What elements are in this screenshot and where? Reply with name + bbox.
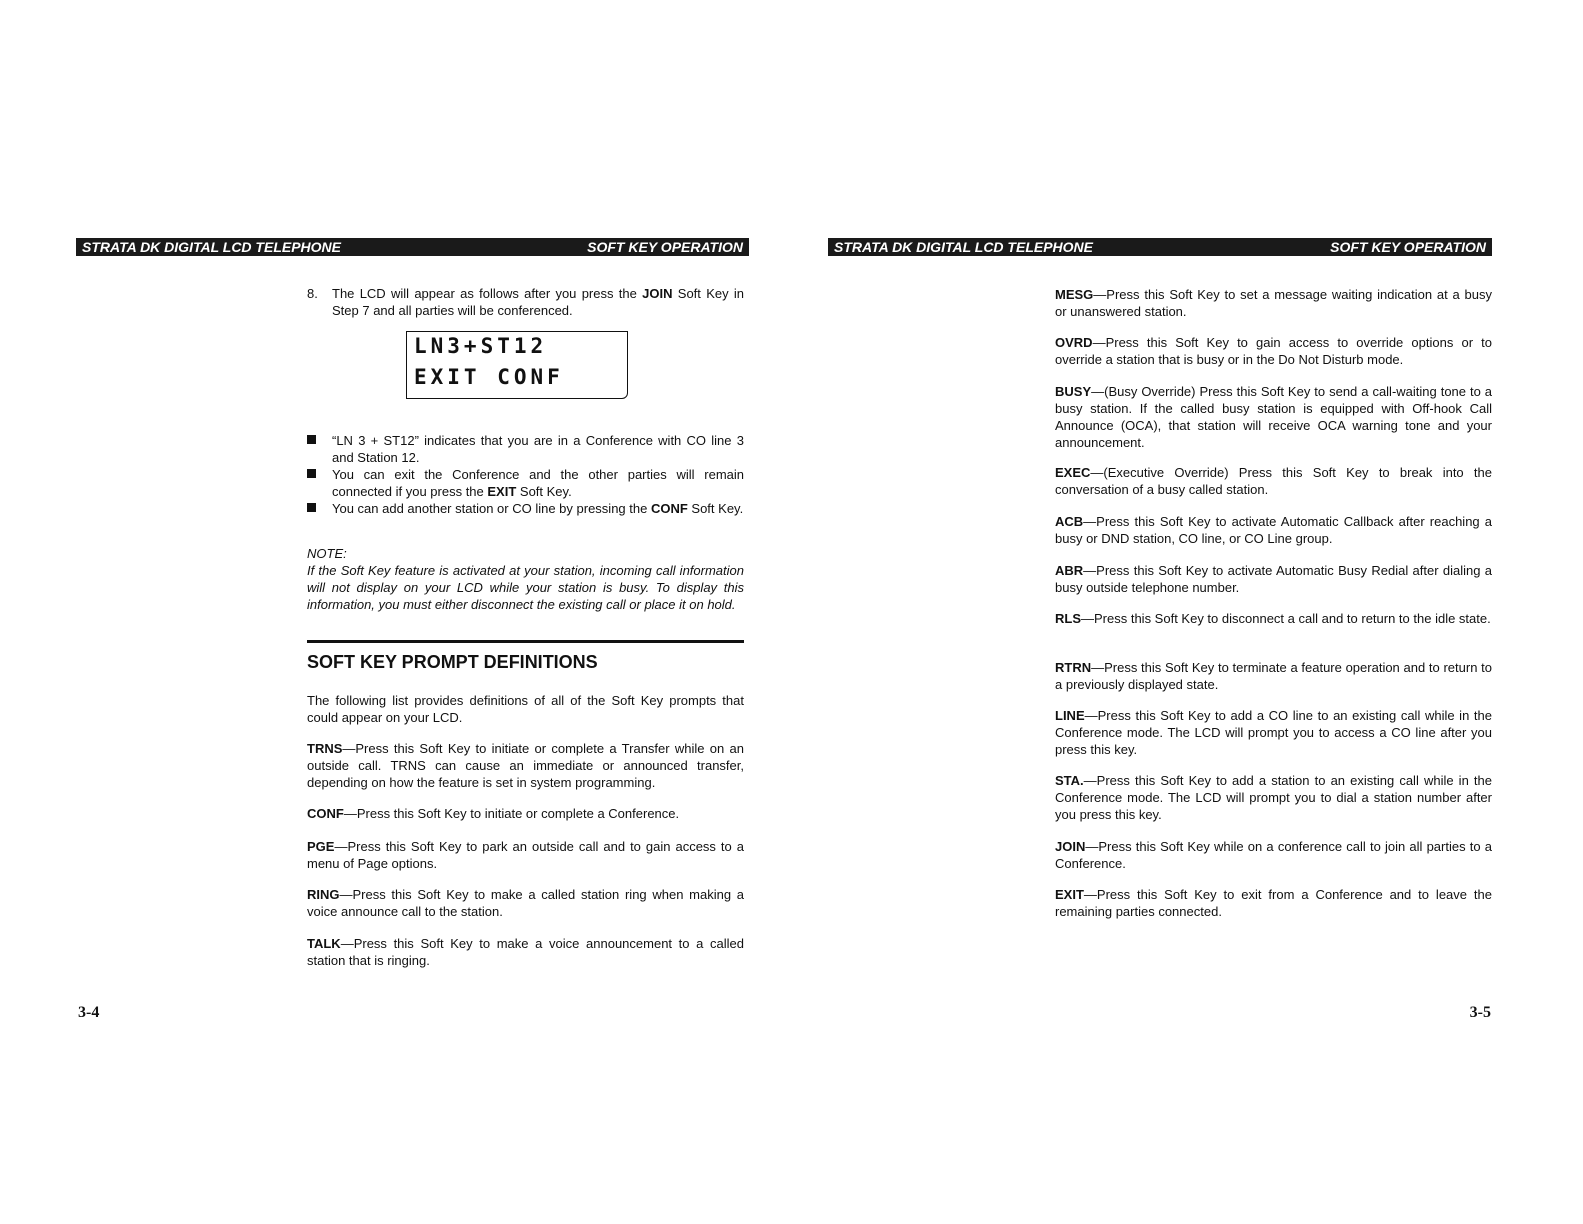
definition-abr: ABR—Press this Soft Key to activate Automatic Busy Redial after dialing a busy outside telephone number. [1055,563,1492,595]
section-divider [307,640,744,643]
page-number: 3-5 [1469,1004,1491,1021]
square-bullet-icon [307,435,316,444]
header-section: SOFT KEY OPERATION [587,239,743,255]
definition-rls: RLS—Press this Soft Key to disconnect a call and to return to the idle state. [1055,611,1491,626]
lcd-display [406,331,628,399]
definition-talk: TALK—Press this Soft Key to make a voice announcement to a called station that is ringing. [307,936,744,968]
definition-ovrd: OVRD—Press this Soft Key to gain access to override options or to override a station that is busy or in the Do Not Disturb mode. [1055,335,1492,367]
bullet-list [307,432,744,517]
running-header [76,238,749,256]
step-8 [307,285,744,319]
running-header [828,238,1492,256]
note-text: If the Soft Key feature is activated at your station, incoming call information will not display on your LCD while your station is busy. To display this information, you must either disconnect the existing call or place it on hold. [307,563,744,612]
definition-mesg: MESG—Press this Soft Key to set a message waiting indication at a busy or unanswered station. [1055,287,1492,319]
lcd-line-2: EXIT CONF [414,365,564,389]
definition-exec: EXEC—(Executive Override) Press this Soft Key to break into the conversation of a busy called station. [1055,465,1492,497]
list-item: You can add another station or CO line by pressing the CONF Soft Key. [307,500,744,517]
lcd-line-1: LN3+ST12 [414,334,548,358]
definition-busy: BUSY—(Busy Override) Press this Soft Key to send a call-waiting tone to a busy station. If the called busy station is equipped with Off-hook Call Announce (OCA), that station will receive OCA warning tone and your announcement. [1055,384,1492,450]
square-bullet-icon [307,469,316,478]
left-page [0,0,790,1224]
header-title: STRATA DK DIGITAL LCD TELEPHONE [834,239,1093,255]
definition-line: LINE—Press this Soft Key to add a CO line to an existing call while in the Conference mode. The LCD will prompt you to access a CO line after you press this key. [1055,708,1492,757]
list-item: You can exit the Conference and the other parties will remain connected if you press the EXIT Soft Key. [307,466,744,500]
definition-conf: CONF—Press this Soft Key to initiate or complete a Conference. [307,806,680,821]
list-item: “LN 3 + ST12” indicates that you are in a Conference with CO line 3 and Station 12. [307,432,744,466]
section-title: SOFT KEY PROMPT DEFINITIONS [307,652,598,672]
step-text: The LCD will appear as follows after you press the JOIN Soft Key in Step 7 and all parties will be conferenced. [332,286,744,318]
step-number: 8. [307,286,318,301]
section-intro: The following list provides definitions of all of the Soft Key prompts that could appear on your LCD. [307,693,744,725]
note-label: NOTE: [307,546,347,561]
definition-sta: STA.—Press this Soft Key to add a station to an existing call while in the Conference mode. The LCD will prompt you to dial a station number after you press this key. [1055,773,1492,822]
page-number: 3-4 [78,1004,100,1021]
header-section: SOFT KEY OPERATION [1330,239,1486,255]
definition-join: JOIN—Press this Soft Key while on a conference call to join all parties to a Conference. [1055,839,1492,871]
definition-exit: EXIT—Press this Soft Key to exit from a Conference and to leave the remaining parties connected. [1055,887,1492,919]
definition-trns: TRNS—Press this Soft Key to initiate or complete a Transfer while on an outside call. TRNS can cause an immediate or announced transfer, depending on how the feature is set in system programming. [307,741,744,790]
definition-rtrn: RTRN—Press this Soft Key to terminate a feature operation and to return to a previously displayed state. [1055,660,1492,692]
definition-ring: RING—Press this Soft Key to make a called station ring when making a voice announce call to the station. [307,887,744,919]
right-page [790,0,1583,1224]
definition-acb: ACB—Press this Soft Key to activate Automatic Callback after reaching a busy or DND station, CO line, or CO Line group. [1055,514,1492,546]
header-title: STRATA DK DIGITAL LCD TELEPHONE [82,239,341,255]
square-bullet-icon [307,503,316,512]
note [307,545,744,613]
definition-pge: PGE—Press this Soft Key to park an outside call and to gain access to a menu of Page options. [307,839,744,871]
